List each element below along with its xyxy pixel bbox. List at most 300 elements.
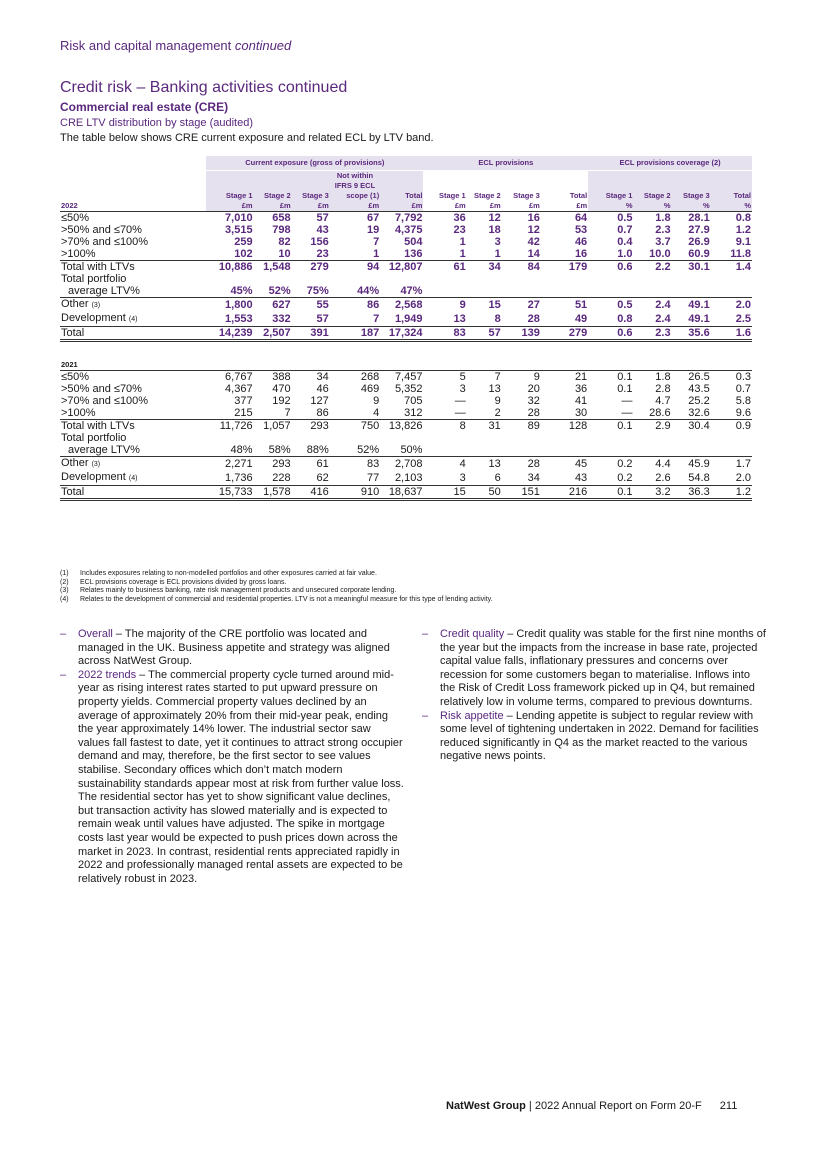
- table-row: [60, 261, 752, 274]
- table-cell: 13,826: [380, 420, 423, 433]
- table-cell: 49.1: [688, 299, 710, 311]
- table-cell: 9: [533, 371, 540, 383]
- table-cell: 15: [488, 299, 501, 311]
- table-cell: 4.7: [655, 395, 671, 407]
- table-cell: 7: [373, 313, 380, 325]
- table-cell: 2,568: [394, 299, 423, 311]
- table-cell: 31: [467, 420, 502, 433]
- table-cell: 3,515: [225, 224, 253, 236]
- unit: %: [588, 201, 633, 212]
- table-cell: [672, 444, 711, 457]
- table-cell: 58%: [254, 444, 292, 457]
- row-label: Total portfolio: [61, 273, 127, 285]
- table-cell: 48%: [206, 444, 253, 457]
- table-cell: —: [454, 395, 466, 407]
- table-cell: 391: [292, 327, 330, 341]
- table-cell: 0.2: [617, 458, 633, 470]
- table-cell: [588, 285, 633, 298]
- dash: –: [422, 709, 429, 722]
- table-cell: [423, 444, 466, 457]
- table-cell: 2.0: [735, 472, 751, 484]
- table-cell: 2.3: [633, 327, 671, 341]
- table-body-2021: [60, 341, 752, 500]
- table-cell: [423, 285, 466, 298]
- table-cell: 798: [272, 224, 291, 236]
- table-cell: 2.6: [655, 472, 671, 484]
- row-note: (3): [91, 461, 101, 468]
- table-cell: 89: [502, 420, 541, 433]
- table-cell: 0.1: [617, 383, 633, 395]
- table-cell: 470: [272, 383, 291, 395]
- table-cell: 82: [278, 236, 291, 248]
- table-cell: 6,767: [225, 371, 253, 383]
- table-cell: 26.9: [688, 236, 710, 248]
- table-cell: 156: [310, 236, 329, 248]
- table-cell: 2.3: [655, 224, 671, 236]
- table-cell: 36: [574, 383, 588, 395]
- table-cell: 1.2: [711, 486, 752, 500]
- table-cell: 64: [574, 212, 588, 224]
- table-cell: 279: [292, 261, 330, 274]
- table-cell: 4,367: [225, 383, 253, 395]
- section-label: [60, 38, 291, 53]
- table-cell: 1.8: [655, 212, 671, 224]
- table-cell: 332: [272, 313, 291, 325]
- table-cell: 12: [527, 224, 540, 236]
- footnote: [60, 579, 493, 588]
- row-label-text: Total with LTVs: [61, 261, 135, 273]
- table-cell: 61: [316, 458, 329, 470]
- table-cell: 2: [494, 407, 501, 419]
- table-row: [60, 407, 752, 420]
- table-cell: 10: [278, 248, 291, 260]
- row-label-text: >100%: [61, 248, 96, 260]
- header-stage1: Stage 1: [206, 191, 253, 201]
- table-cell: 15,733: [206, 486, 253, 500]
- row-label: [60, 395, 206, 407]
- table-cell: 1.0: [617, 248, 633, 260]
- table-cell: 259: [234, 236, 253, 248]
- table-cell: 469: [360, 383, 380, 395]
- table-row: [60, 212, 752, 225]
- table-cell: 1.8: [655, 371, 671, 383]
- table-cell: 2.4: [655, 313, 671, 325]
- table-cell: 12: [488, 212, 501, 224]
- table-cell: 2.8: [655, 383, 671, 395]
- table-cell: 1,548: [254, 261, 292, 274]
- bullet-text: – The majority of the CRE portfolio was located and managed in the UK. Business appetite and strategy was aligned across NatWest Group.: [78, 628, 390, 668]
- table-cell: 61: [423, 261, 466, 274]
- table-cell: 18,637: [380, 486, 423, 500]
- table-row: [60, 457, 752, 472]
- bullet-text: – Credit quality was stable for the first nine months of the year but the impacts from the increase in base rate, projected capital value falls, inflationary pressures and concerns over recession for some customers began to materialise. Inflows into the Risk of Credit Loss framework picked up in Q4, but remained relatively low in volume terms, compared to previous downturns.: [440, 628, 766, 708]
- table-cell: 16: [574, 248, 588, 260]
- row-label: [60, 212, 206, 225]
- unit: £m: [423, 201, 466, 212]
- table-row: [60, 420, 752, 433]
- unit: %: [711, 201, 752, 212]
- table-cell: 1.6: [711, 327, 752, 341]
- table-cell: [541, 444, 588, 457]
- table-cell: 36: [453, 212, 466, 224]
- table-cell: 4,375: [394, 224, 423, 236]
- row-label-text: Development: [61, 471, 126, 483]
- table-body-2022: [60, 212, 752, 341]
- table-cell: 46: [574, 236, 588, 248]
- row-label-text: >70% and ≤100%: [61, 236, 149, 248]
- table-cell: 20: [527, 383, 540, 395]
- table-cell: —: [621, 407, 633, 419]
- table-cell: 13: [488, 383, 501, 395]
- table-cell: 60.9: [688, 248, 710, 260]
- table-cell: 1: [459, 236, 466, 248]
- table-cell: [541, 285, 588, 298]
- table-cell: [711, 285, 752, 298]
- unit: %: [672, 201, 711, 212]
- table-row: [60, 312, 752, 327]
- table-cell: 0.1: [588, 486, 633, 500]
- table-cell: 30.4: [672, 420, 711, 433]
- table-cell: 7: [373, 236, 380, 248]
- table-cell: 34: [467, 261, 502, 274]
- table-cell: 77: [366, 472, 380, 484]
- table-cell: 5.8: [735, 395, 751, 407]
- table-cell: 54.8: [688, 472, 710, 484]
- year-2021: 2021: [60, 360, 752, 371]
- table-cell: 136: [404, 248, 423, 260]
- commentary-left: [60, 628, 405, 886]
- table-cell: 127: [310, 395, 329, 407]
- table-row: [60, 224, 752, 236]
- table-row: [60, 486, 752, 500]
- table-cell: 5,352: [394, 383, 423, 395]
- table-cell: 7,010: [225, 212, 253, 224]
- table-cell: 388: [272, 371, 291, 383]
- page-title: Credit risk – Banking activities continued: [60, 79, 348, 96]
- bullet-heading: Overall: [78, 628, 113, 640]
- table-cell: 10.0: [649, 248, 671, 260]
- bullet-credit-quality: [422, 628, 767, 710]
- table-cell: 45%: [206, 285, 253, 298]
- table-cell: 750: [330, 420, 380, 433]
- header-ecl-stage3: Stage 3: [513, 191, 540, 200]
- table-cell: 15: [423, 486, 466, 500]
- table-cell: 2.0: [735, 299, 751, 311]
- table-row: [60, 248, 752, 261]
- table-cell: 215: [234, 407, 253, 419]
- row-label-text: ≤50%: [61, 212, 90, 224]
- table-cell: 49.1: [688, 313, 710, 325]
- table-cell: 0.1: [588, 420, 633, 433]
- table-cell: 83: [423, 327, 466, 341]
- row-label: [60, 298, 206, 313]
- row-note: (3): [91, 302, 101, 309]
- row-label: [60, 471, 206, 486]
- row-label-text: Other: [61, 298, 89, 310]
- row-label-text: Other: [61, 457, 89, 469]
- table-cell: 0.3: [735, 371, 751, 383]
- dash: –: [60, 668, 67, 681]
- unit: £m: [254, 201, 292, 212]
- table-cell: 46: [316, 383, 329, 395]
- footnote-number: (2): [60, 578, 69, 586]
- commentary-right: [422, 628, 767, 764]
- row-label: [60, 383, 206, 395]
- table-cell: 4: [459, 458, 466, 470]
- table-cell: 1,736: [225, 472, 253, 484]
- table-row: [60, 285, 752, 298]
- table-cell: 0.4: [617, 236, 633, 248]
- header-cov-total: Total: [711, 191, 752, 201]
- table-cell: 179: [541, 261, 588, 274]
- row-label: [60, 261, 206, 274]
- row-label: [60, 371, 206, 384]
- table-cell: 12,807: [380, 261, 423, 274]
- table-cell: 35.6: [672, 327, 711, 341]
- table-cell: 228: [272, 472, 291, 484]
- section-name: Risk and capital management: [60, 38, 232, 53]
- table-cell: 3: [459, 472, 466, 484]
- footnote: [60, 587, 493, 596]
- table-cell: 9: [459, 299, 466, 311]
- table-cell: [633, 285, 671, 298]
- table-cell: 28.6: [649, 407, 671, 419]
- table-cell: 30.1: [672, 261, 711, 274]
- table-cell: 3.2: [633, 486, 671, 500]
- table-cell: 0.5: [617, 212, 633, 224]
- table-cell: 312: [404, 407, 423, 419]
- table-cell: 84: [502, 261, 541, 274]
- table-row: [60, 432, 752, 444]
- row-label-text: Total: [61, 327, 85, 339]
- row-label-text: >50% and ≤70%: [61, 383, 142, 395]
- table-cell: 86: [316, 407, 329, 419]
- row-label-text: >50% and ≤70%: [61, 224, 142, 236]
- table-row: [60, 371, 752, 384]
- bullet-text: – Lending appetite is subject to regular review with some level of tightening undertaken in 2022. Demand for facilities reduced significantly in Q4 as the market reacted to the various negative news points.: [440, 709, 759, 763]
- table-cell: 13: [488, 458, 501, 470]
- table-row: [60, 298, 752, 313]
- table-cell: 94: [330, 261, 380, 274]
- table-cell: 1.2: [735, 224, 751, 236]
- row-label: [60, 457, 206, 472]
- table-cell: 23: [316, 248, 329, 260]
- table-cell: 2.4: [655, 299, 671, 311]
- row-label-text: >70% and ≤100%: [61, 395, 149, 407]
- table-row: [60, 236, 752, 248]
- row-label: [60, 248, 206, 261]
- table-cell: 416: [292, 486, 330, 500]
- table-cell: 705: [404, 395, 423, 407]
- table-cell: 504: [404, 236, 423, 248]
- page-footer: [446, 1100, 737, 1112]
- table-cell: 19: [366, 224, 380, 236]
- table-row: [60, 471, 752, 486]
- year-2022: 2022: [60, 201, 206, 212]
- table-cell: 32: [527, 395, 540, 407]
- header-stage3: Stage 3: [292, 191, 330, 201]
- table-cell: 49: [574, 313, 588, 325]
- table-cell: 7,457: [394, 371, 423, 383]
- row-label-text: Total: [61, 486, 85, 498]
- footer-report: 2022 Annual Report on Form 20-F: [534, 1100, 702, 1112]
- table-cell: 192: [272, 395, 291, 407]
- unit: £m: [292, 201, 330, 212]
- table-cell: 4.4: [655, 458, 671, 470]
- table-cell: 21: [574, 371, 588, 383]
- footnote-text: Includes exposures relating to non-modelled portfolios and other exposures carried at fair value.: [80, 570, 377, 577]
- row-label: [60, 236, 206, 248]
- footer-separator: |: [525, 1100, 535, 1112]
- footer-brand: NatWest Group: [446, 1100, 526, 1112]
- table-cell: 0.6: [588, 261, 633, 274]
- table-row: [60, 383, 752, 395]
- header-cov-stage1: Stage 1: [588, 191, 633, 201]
- footnote-text: Relates to the development of commercial and residential properties. LTV is not a meaningful measure for this type of lending activity.: [80, 595, 493, 603]
- table-cell: 2.9: [633, 420, 671, 433]
- bullet-trends: [60, 669, 405, 887]
- table-cell: 9.6: [735, 407, 751, 419]
- row-note: (4): [128, 475, 138, 482]
- table-cell: 57: [316, 212, 329, 224]
- footnote-number: (1): [60, 570, 69, 577]
- table-cell: 34: [527, 472, 540, 484]
- table-cell: 1.4: [711, 261, 752, 274]
- unit: £m: [541, 201, 588, 212]
- table-cell: 0.1: [617, 371, 633, 383]
- table-cell: 25.2: [688, 395, 710, 407]
- footnote: [60, 570, 493, 579]
- table-cell: 9: [494, 395, 501, 407]
- table-cell: 9: [373, 395, 380, 407]
- row-label: [60, 486, 206, 500]
- table-cell: 14: [527, 248, 540, 260]
- table-cell: 910: [330, 486, 380, 500]
- table-cell: [467, 444, 502, 457]
- table-cell: 28.1: [688, 212, 710, 224]
- header-ecl-stage1: Stage 1: [439, 191, 466, 200]
- footnotes: [60, 570, 493, 604]
- table-cell: 67: [366, 212, 380, 224]
- table-cell: 10,886: [206, 261, 253, 274]
- table-cell: [633, 444, 671, 457]
- table-cell: 51: [574, 299, 588, 311]
- table-cell: 293: [272, 458, 291, 470]
- table-cell: 1.7: [735, 458, 751, 470]
- table-cell: 0.5: [617, 299, 633, 311]
- header-not-within-1: Not within: [330, 171, 380, 182]
- unit: £m: [206, 201, 253, 212]
- header-not-within-3: scope (1): [330, 191, 380, 201]
- subtitle: Commercial real estate (CRE): [60, 100, 229, 114]
- table-cell: 1,949: [394, 313, 423, 325]
- table-cell: —: [454, 407, 466, 419]
- header-stage2: Stage 2: [254, 191, 292, 201]
- header-ecl-stage2: Stage 2: [474, 191, 501, 200]
- table-cell: —: [621, 395, 633, 407]
- table-cell: 50: [467, 486, 502, 500]
- table-row: [60, 444, 752, 457]
- footnote-number: (3): [60, 587, 69, 595]
- table-cell: 151: [502, 486, 541, 500]
- table-cell: 1: [373, 248, 380, 260]
- row-label: Total portfolio: [61, 432, 127, 444]
- table-cell: 57: [467, 327, 502, 341]
- table-cell: 0.7: [617, 224, 633, 236]
- unit: £m: [502, 201, 541, 212]
- table-cell: 45.9: [688, 458, 710, 470]
- table-cell: 52%: [254, 285, 292, 298]
- table-cell: 1,578: [254, 486, 292, 500]
- row-label-text: ≤50%: [61, 371, 90, 383]
- table-cell: 7: [284, 407, 291, 419]
- table-cell: 268: [360, 371, 380, 383]
- table-cell: 102: [234, 248, 253, 260]
- table-cell: 28: [527, 407, 540, 419]
- table-cell: 88%: [292, 444, 330, 457]
- table-cell: 1: [459, 248, 466, 260]
- row-label: [60, 224, 206, 236]
- bullet-heading: Risk appetite: [440, 709, 504, 722]
- table-cell: 627: [272, 299, 291, 311]
- table-cell: 27: [527, 299, 540, 311]
- footnote-text: Relates mainly to business banking, rate risk management products and unsecured corporate lending.: [80, 587, 397, 595]
- row-label-text: >100%: [61, 407, 96, 419]
- table-cell: 0.2: [617, 472, 633, 484]
- table-cell: 53: [574, 224, 588, 236]
- table-cell: 36.3: [672, 486, 711, 500]
- table-cell: [502, 285, 541, 298]
- table-cell: 293: [292, 420, 330, 433]
- table-cell: 11.8: [730, 248, 751, 260]
- footnote-number: (4): [60, 595, 69, 603]
- table-cell: 1,800: [225, 299, 253, 311]
- table-cell: 2,507: [254, 327, 292, 341]
- table-cell: 11,726: [206, 420, 253, 433]
- table-cell: 57: [316, 313, 329, 325]
- table-cell: 30: [574, 407, 588, 419]
- table-cell: 42: [527, 236, 540, 248]
- table-cell: 23: [453, 224, 466, 236]
- intro-text: The table below shows CRE current exposure and related ECL by LTV band.: [60, 132, 434, 144]
- table-row: [60, 327, 752, 341]
- dash: –: [422, 628, 429, 640]
- header-not-within-2: IFRS 9 ECL: [330, 181, 380, 191]
- table-title: CRE LTV distribution by stage (audited): [60, 117, 253, 129]
- table-cell: 279: [541, 327, 588, 341]
- unit: £m: [380, 201, 423, 212]
- table-cell: 41: [574, 395, 588, 407]
- table-cell: 26.5: [688, 371, 710, 383]
- section-continued: continued: [234, 38, 292, 53]
- header-total: Total: [380, 191, 423, 201]
- row-label: average LTV%: [60, 285, 206, 298]
- table-cell: 34: [316, 371, 329, 383]
- table-cell: 27.9: [688, 224, 710, 236]
- table-cell: 0.7: [735, 383, 751, 395]
- table-cell: 50%: [380, 444, 423, 457]
- table-cell: 658: [272, 212, 291, 224]
- table-cell: [711, 444, 752, 457]
- table-cell: 28: [527, 458, 540, 470]
- table-cell: 43: [574, 472, 588, 484]
- table-cell: 44%: [330, 285, 380, 298]
- table-cell: 5: [459, 371, 466, 383]
- table-cell: 4: [373, 407, 380, 419]
- table-cell: 52%: [330, 444, 380, 457]
- table-cell: 6: [494, 472, 501, 484]
- bullet-heading: Credit quality: [440, 628, 505, 640]
